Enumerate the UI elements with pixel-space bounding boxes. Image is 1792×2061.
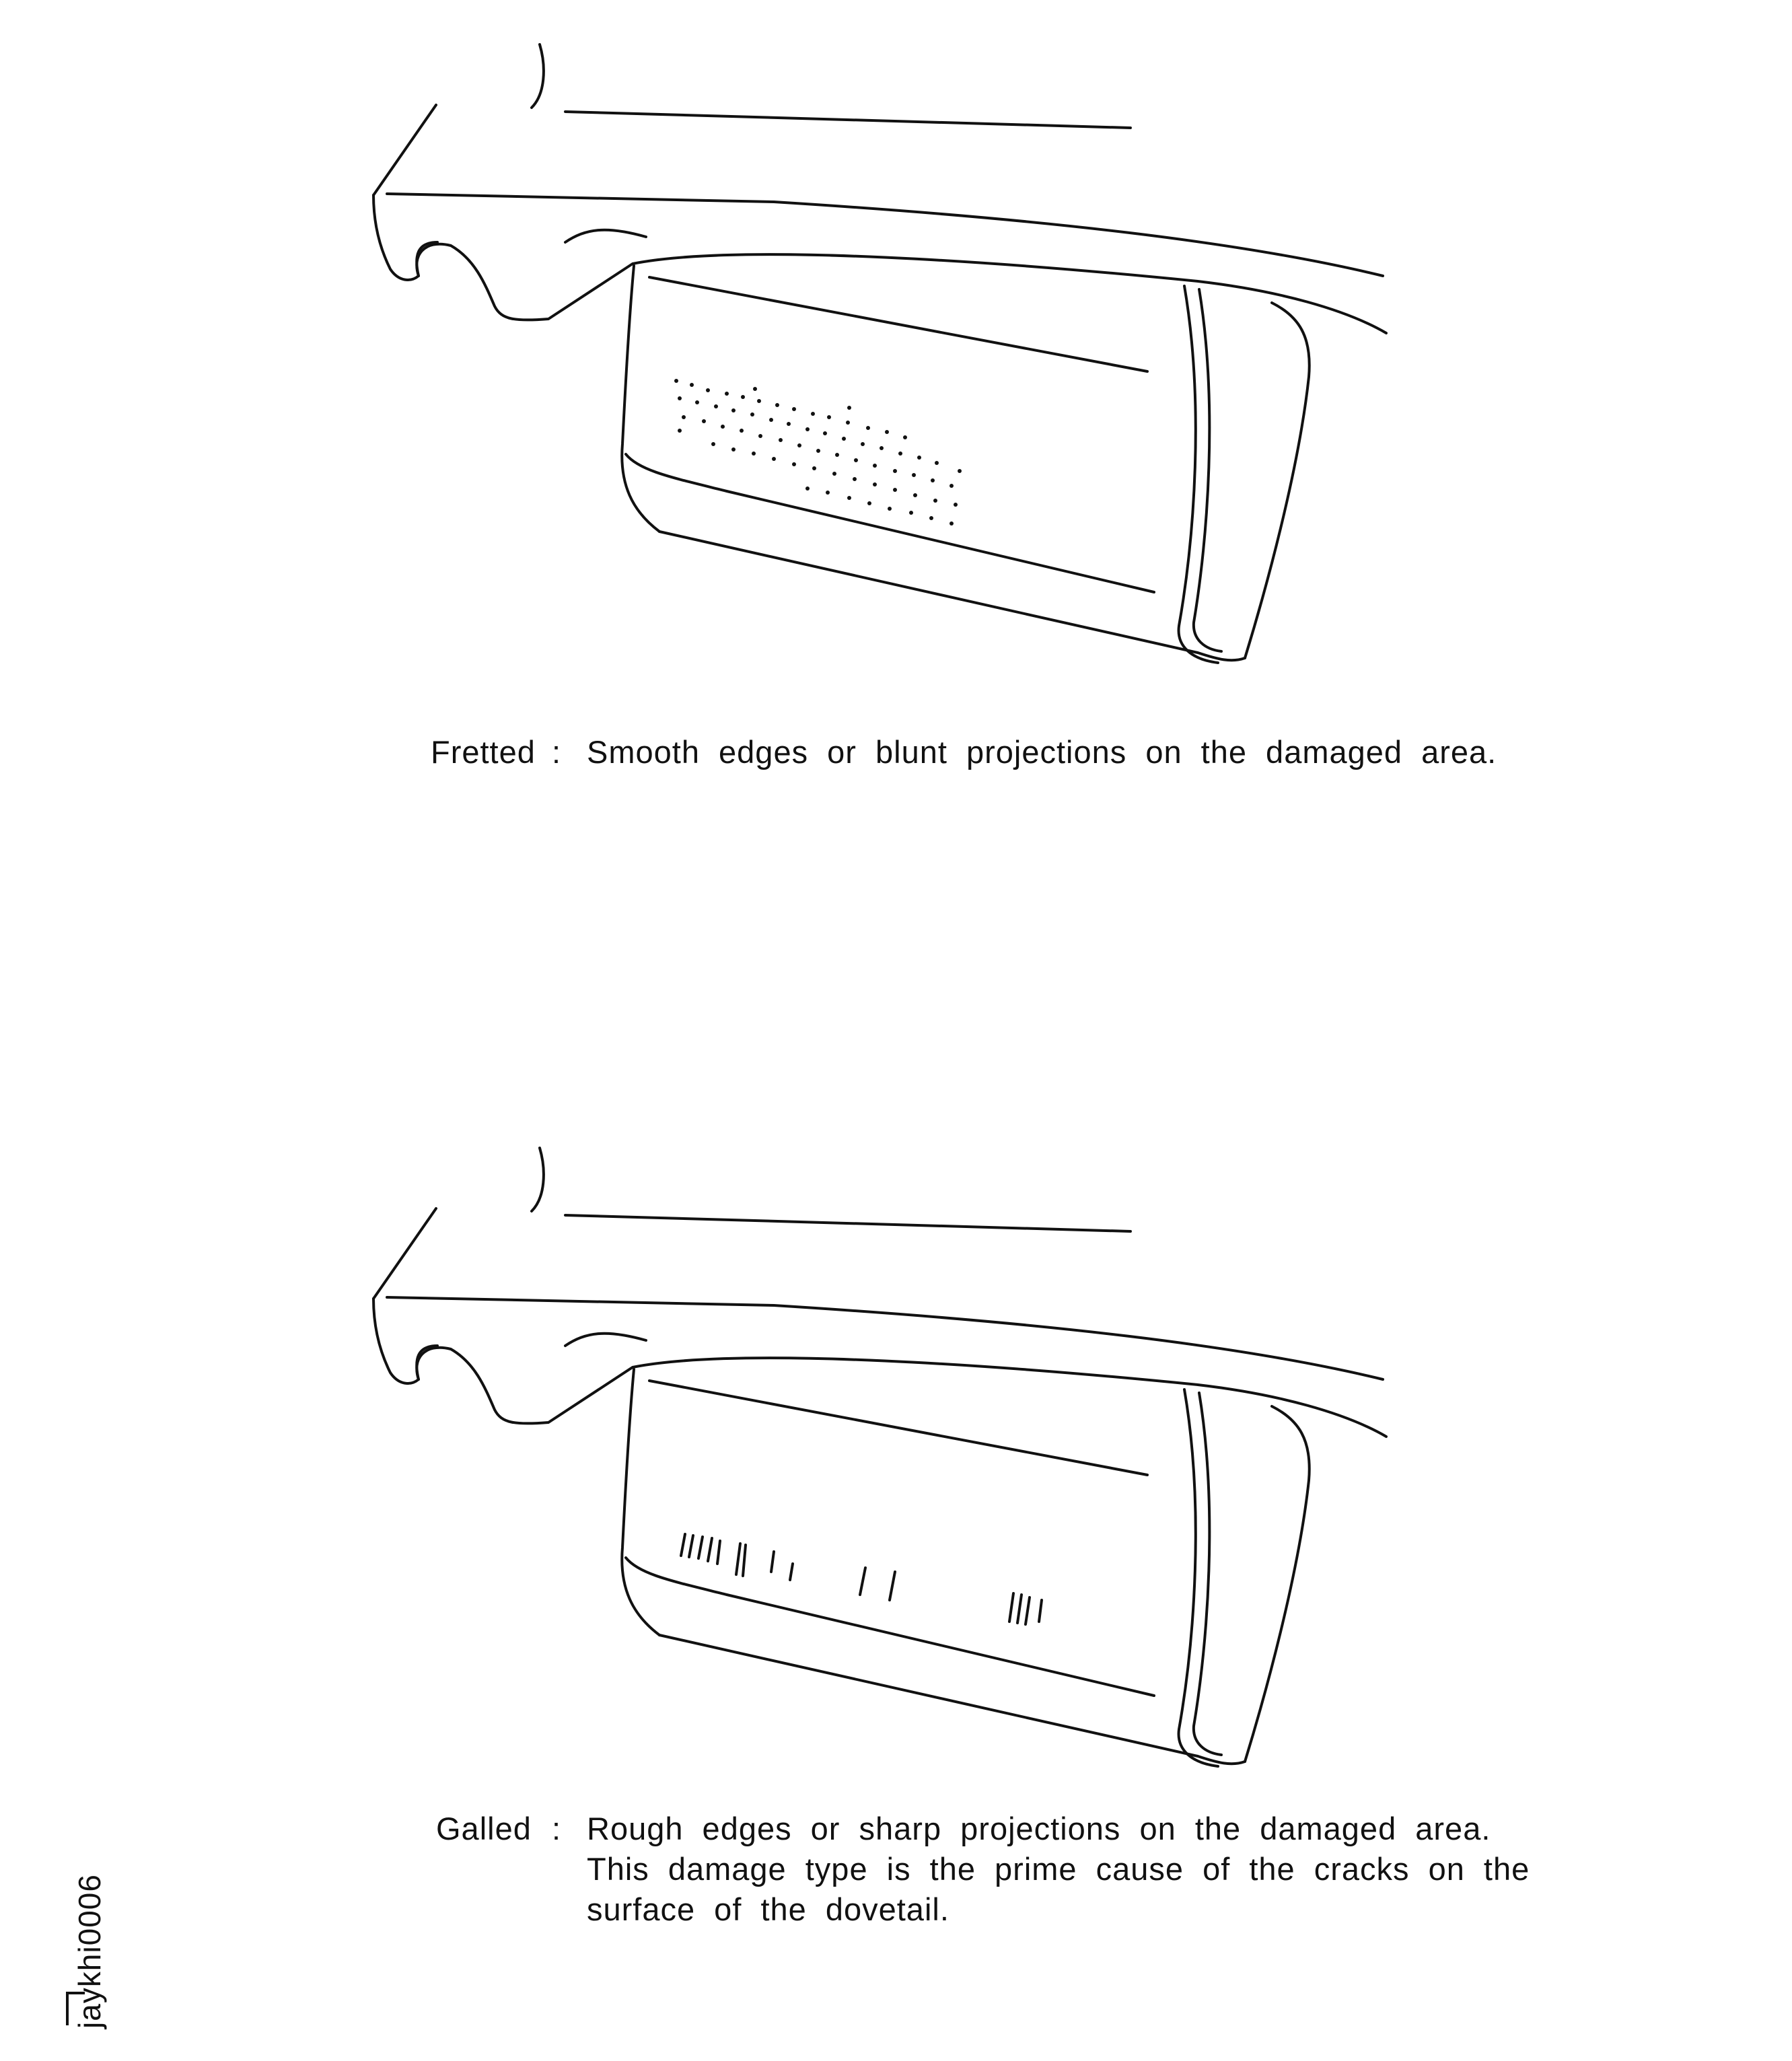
end-groove-inner (1194, 1393, 1221, 1755)
fretted-dovetail-drawing (0, 0, 1792, 754)
upper-bracket-hook (532, 1148, 544, 1211)
galled-description-line-2: This damage type is the prime cause of the cracks on the (587, 1851, 1530, 1887)
galled-description-line-3: surface of the dovetail. (587, 1891, 949, 1927)
fretted-description (587, 732, 1497, 772)
platform-front-profile (373, 1299, 1386, 1437)
galled-separator: : (552, 1811, 562, 1846)
galled-term: Galled (436, 1811, 532, 1846)
fretted-dovetail-figure (0, 0, 1792, 754)
fretted-damage-texture (674, 379, 962, 526)
end-groove-outer (1179, 1389, 1218, 1766)
dovetail-lower-face-line (626, 454, 1154, 592)
upper-bracket-hook (532, 44, 544, 108)
upper-edge-line (565, 1215, 1131, 1231)
platform-front-profile (373, 195, 1386, 333)
chamfer-line (373, 105, 436, 195)
tang-notch (565, 1334, 646, 1346)
dovetail-bottom-edge (659, 532, 1245, 660)
galled-dovetail-drawing (0, 1104, 1792, 1857)
chamfer-line (373, 1208, 436, 1299)
platform-top-line (387, 1297, 1383, 1379)
fretted-separator: : (552, 734, 562, 770)
dovetail-top-face-line (649, 277, 1147, 371)
dovetail-left-side (622, 266, 659, 532)
galled-damage-texture (681, 1534, 1042, 1624)
platform-top-line (387, 194, 1383, 276)
end-groove-inner (1194, 289, 1221, 651)
dovetail-top-face-line (649, 1381, 1147, 1475)
tang-notch (565, 230, 646, 242)
dovetail-left-side (622, 1369, 659, 1635)
dovetail-bottom-edge (659, 1635, 1245, 1764)
dovetail-lower-face-line (626, 1558, 1154, 1696)
upper-edge-line (565, 112, 1131, 128)
end-cap (1245, 1406, 1310, 1762)
galled-description (587, 1809, 1530, 1930)
end-cap (1245, 303, 1310, 658)
reference-code: jaykhi0006 (72, 1874, 107, 2029)
galled-description-line-1: Rough edges or sharp projections on the damaged area. (587, 1811, 1491, 1846)
fretted-description-line: Smooth edges or blunt projections on the damaged area. (587, 734, 1497, 770)
galled-dovetail-figure (0, 1104, 1792, 1857)
fretted-term: Fretted (431, 734, 536, 770)
end-groove-outer (1179, 286, 1218, 663)
